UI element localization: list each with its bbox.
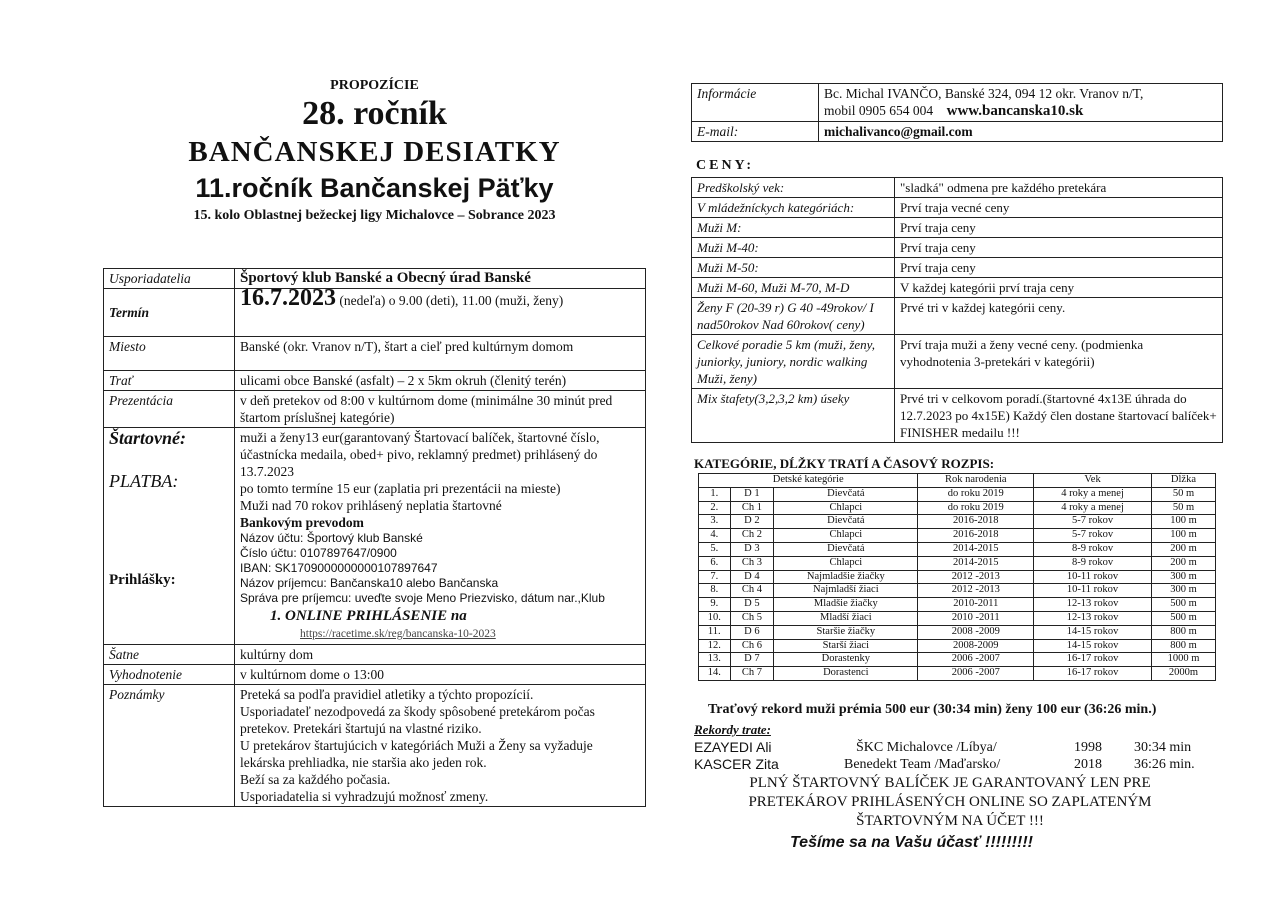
account-number: Číslo účtu: 0107897647/0900 bbox=[240, 546, 397, 560]
event-title: BANČANSKEJ DESIATKY bbox=[188, 136, 561, 168]
prize-row bbox=[692, 238, 1223, 258]
cat-birth-year: 2008-2009 bbox=[918, 639, 1034, 653]
cat-name: Dievčatá bbox=[774, 542, 918, 556]
note-item: Beží sa za každého počasia. bbox=[240, 772, 391, 787]
organizer-value: Športový klub Banské a Obecný úrad Banské bbox=[235, 269, 646, 289]
cat-index: 4. bbox=[699, 529, 731, 543]
note-item: U pretekárov štartujúcich v kategóriách Muži a Ženy sa vyžaduje lekárska prehliadka, nie staršia ako jeden rok. bbox=[240, 738, 593, 770]
cat-age: 14-15 rokov bbox=[1034, 639, 1152, 653]
info-label: Informácie bbox=[692, 84, 819, 122]
payment-text-1: po tomto termíne 15 eur (zaplatia pri prezentácii na mieste) bbox=[240, 481, 561, 496]
cat-code: Ch 6 bbox=[730, 639, 774, 653]
cat-header-length: Dĺžka bbox=[1151, 474, 1215, 488]
cat-name: Staršie žiačky bbox=[774, 625, 918, 639]
category-row bbox=[699, 570, 1216, 584]
track-label: Trať bbox=[104, 371, 235, 391]
registration-label: Prihlášky: bbox=[109, 572, 176, 588]
bank-transfer: Bankovým prevodom bbox=[240, 515, 364, 530]
record-row bbox=[694, 739, 1214, 756]
note-item: Usporiadatelia si vyhradzujú možnosť zmeny. bbox=[240, 789, 489, 804]
category-row bbox=[699, 611, 1216, 625]
payment-text-2: Muži nad 70 rokov prihlásený neplatia štartovné bbox=[240, 498, 502, 513]
record-name: KASCER Zita bbox=[694, 756, 779, 772]
record-name: EZAYEDI Ali bbox=[694, 739, 772, 755]
fee-text: muži a ženy13 eur(garantovaný Štartovací balíček, štartovné číslo, účastnícka medaila, obed+ pivo, reklamný predmet) prihlásený do 13.7.2023 bbox=[240, 430, 600, 479]
cat-code: D 1 bbox=[730, 487, 774, 501]
wardrobe-value: kultúrny dom bbox=[235, 645, 646, 665]
email-label: E-mail: bbox=[692, 122, 819, 142]
cat-index: 12. bbox=[699, 639, 731, 653]
category-row bbox=[699, 487, 1216, 501]
cat-code: D 2 bbox=[730, 515, 774, 529]
cat-age: 5-7 rokov bbox=[1034, 515, 1152, 529]
category-row bbox=[699, 515, 1216, 529]
prize-category: Muži M-50: bbox=[692, 258, 895, 278]
cat-birth-year: 2016-2018 bbox=[918, 529, 1034, 543]
info-website[interactable]: www.bancanska10.sk bbox=[946, 103, 1084, 119]
prize-category: Celkové poradie 5 km (muži, ženy, juniorky, juniory, nordic walking Muži, ženy) bbox=[692, 335, 895, 389]
record-row bbox=[694, 756, 1214, 773]
online-registration: 1. ONLINE PRIHLÁSENIE na bbox=[270, 608, 467, 624]
cat-birth-year: 2016-2018 bbox=[918, 515, 1034, 529]
term-label: Termín bbox=[104, 289, 235, 337]
track-value: ulicami obce Banské (asfalt) – 2 x 5km okruh (členitý terén) bbox=[235, 371, 646, 391]
cat-age: 12-13 rokov bbox=[1034, 598, 1152, 612]
cat-age: 16-17 rokov bbox=[1034, 653, 1152, 667]
cat-birth-year: 2014-2015 bbox=[918, 556, 1034, 570]
category-row bbox=[699, 556, 1216, 570]
record-year: 1998 bbox=[1074, 740, 1102, 755]
cat-index: 14. bbox=[699, 667, 731, 681]
prizes-table bbox=[691, 177, 1223, 443]
cat-age: 10-11 rokov bbox=[1034, 570, 1152, 584]
notes-list bbox=[235, 685, 646, 807]
cat-index: 11. bbox=[699, 625, 731, 639]
record-club: ŠKC Michalovce /Líbya/ bbox=[856, 740, 997, 755]
cat-name: Mladšie žiačky bbox=[774, 598, 918, 612]
cat-header-children: Detské kategórie bbox=[699, 474, 918, 488]
prize-row bbox=[692, 218, 1223, 238]
presentation-label: Prezentácia bbox=[104, 391, 235, 428]
payment-message: Správa pre príjemcu: uveďte svoje Meno Priezvisko, dátum nar.,Klub bbox=[240, 591, 605, 605]
cat-birth-year: do roku 2019 bbox=[918, 487, 1034, 501]
cat-length: 500 m bbox=[1151, 598, 1215, 612]
cat-birth-year: do roku 2019 bbox=[918, 501, 1034, 515]
cat-age: 4 roky a menej bbox=[1034, 501, 1152, 515]
notes-label: Poznámky bbox=[104, 685, 235, 807]
cat-index: 8. bbox=[699, 584, 731, 598]
cat-header-birth: Rok narodenia bbox=[918, 474, 1034, 488]
fee-payment-labels bbox=[104, 428, 235, 645]
category-row bbox=[699, 653, 1216, 667]
prize-category: Predškolský vek: bbox=[692, 178, 895, 198]
cat-length: 300 m bbox=[1151, 570, 1215, 584]
cat-header-age: Vek bbox=[1034, 474, 1152, 488]
info-contact-line bbox=[824, 102, 1217, 120]
category-row bbox=[699, 584, 1216, 598]
cat-birth-year: 2010 -2011 bbox=[918, 611, 1034, 625]
prize-row bbox=[692, 178, 1223, 198]
cat-length: 2000m bbox=[1151, 667, 1215, 681]
cat-length: 200 m bbox=[1151, 556, 1215, 570]
prize-value: Prví traja muži a ženy vecné ceny. (podmienka vyhodnotenia 3-pretekári v kategórii) bbox=[895, 335, 1223, 389]
cat-birth-year: 2014-2015 bbox=[918, 542, 1034, 556]
category-row bbox=[699, 598, 1216, 612]
cat-code: Ch 2 bbox=[730, 529, 774, 543]
cat-name: Najmladšie žiačky bbox=[774, 570, 918, 584]
awards-value: v kultúrnom dome o 13:00 bbox=[235, 665, 646, 685]
cat-age: 16-17 rokov bbox=[1034, 667, 1152, 681]
presentation-value: v deň pretekov od 8:00 v kultúrnom dome (minimálne 30 minút pred štartom príslušnej kategórie) bbox=[235, 391, 646, 428]
term-rest: (nedeľa) o 9.00 (deti), 11.00 (muži, ženy) bbox=[339, 293, 564, 308]
online-registration-link[interactable]: https://racetime.sk/reg/bancanska-10-2023 bbox=[300, 628, 496, 640]
prize-category: Mix štafety(3,2,3,2 km) úseky bbox=[692, 389, 895, 443]
cat-birth-year: 2012 -2013 bbox=[918, 584, 1034, 598]
cat-birth-year: 2006 -2007 bbox=[918, 653, 1034, 667]
cat-birth-year: 2006 -2007 bbox=[918, 667, 1034, 681]
cat-age: 12-13 rokov bbox=[1034, 611, 1152, 625]
prize-category: Ženy F (20-39 r) G 40 -49rokov/ I nad50rokov Nad 60rokov( ceny) bbox=[692, 298, 895, 335]
payment-label: PLATBA: bbox=[109, 471, 179, 491]
records-label: Rekordy trate: bbox=[694, 722, 771, 737]
note-item: Preteká sa podľa pravidiel atletiky a týchto propozícií. bbox=[240, 687, 534, 702]
cat-name: Chlapci bbox=[774, 556, 918, 570]
prize-row bbox=[692, 278, 1223, 298]
prize-category: V mládežníckych kategóriách: bbox=[692, 198, 895, 218]
cat-length: 50 m bbox=[1151, 501, 1215, 515]
cat-name: Chlapci bbox=[774, 529, 918, 543]
place-label: Miesto bbox=[104, 337, 235, 371]
cat-name: Chlapci bbox=[774, 501, 918, 515]
cat-length: 100 m bbox=[1151, 515, 1215, 529]
record-time: 36:26 min. bbox=[1134, 757, 1195, 772]
prize-value: Prví traja ceny bbox=[895, 218, 1223, 238]
prize-row bbox=[692, 298, 1223, 335]
record-year: 2018 bbox=[1074, 757, 1102, 772]
prize-row bbox=[692, 258, 1223, 278]
cat-code: D 3 bbox=[730, 542, 774, 556]
cat-length: 50 m bbox=[1151, 487, 1215, 501]
prize-category: Muži M-40: bbox=[692, 238, 895, 258]
cat-birth-year: 2012 -2013 bbox=[918, 570, 1034, 584]
cat-index: 1. bbox=[699, 487, 731, 501]
cat-index: 6. bbox=[699, 556, 731, 570]
prizes-title: CENY: bbox=[696, 158, 755, 173]
cat-index: 10. bbox=[699, 611, 731, 625]
prize-value: "sladká" odmena pre každého pretekára bbox=[895, 178, 1223, 198]
track-record: Traťový rekord muži prémia 500 eur (30:34 min) ženy 100 eur (36:26 min.) bbox=[708, 702, 1157, 717]
info-address: Bc. Michal IVANČO, Banské 324, 094 12 okr. Vranov n/T, bbox=[824, 86, 1144, 101]
prize-row bbox=[692, 198, 1223, 218]
prize-value: Prví traja vecné ceny bbox=[895, 198, 1223, 218]
contact-table bbox=[691, 83, 1223, 142]
prize-value: Prví traja ceny bbox=[895, 238, 1223, 258]
cat-code: Ch 1 bbox=[730, 501, 774, 515]
categories-table bbox=[698, 473, 1216, 681]
category-row bbox=[699, 501, 1216, 515]
term-date: 16.7.2023 bbox=[240, 285, 336, 311]
cat-age: 8-9 rokov bbox=[1034, 556, 1152, 570]
prize-row bbox=[692, 335, 1223, 389]
cat-code: D 7 bbox=[730, 653, 774, 667]
cat-code: D 6 bbox=[730, 625, 774, 639]
term-value bbox=[235, 285, 646, 337]
prize-value: Prvé tri v každej kategórii ceny. bbox=[895, 298, 1223, 335]
propozicie-label: PROPOZÍCIE bbox=[330, 78, 419, 93]
category-row bbox=[699, 667, 1216, 681]
organizer-label: Usporiadatelia bbox=[104, 269, 235, 289]
cat-length: 800 m bbox=[1151, 625, 1215, 639]
prize-value: V každej kategórii prví traja ceny bbox=[895, 278, 1223, 298]
categories-title: KATEGÓRIE, DĹŽKY TRATÍ A ČASOVÝ ROZPIS: bbox=[694, 456, 995, 471]
cat-index: 5. bbox=[699, 542, 731, 556]
records-list bbox=[694, 739, 1214, 773]
account-name: Názov účtu: Športový klub Banské bbox=[240, 531, 423, 545]
info-phone: mobil 0905 654 004 bbox=[824, 103, 934, 118]
cat-code: Ch 4 bbox=[730, 584, 774, 598]
category-row bbox=[699, 625, 1216, 639]
fee-payment-values bbox=[235, 428, 646, 645]
document-header bbox=[103, 78, 646, 226]
prize-category: Muži M: bbox=[692, 218, 895, 238]
record-club: Benedekt Team /Maďarsko/ bbox=[844, 757, 1001, 772]
cat-code: D 4 bbox=[730, 570, 774, 584]
cat-name: Starší žiaci bbox=[774, 639, 918, 653]
email-value[interactable]: michalivanco@gmail.com bbox=[819, 122, 1223, 142]
see-you-line: Tešíme sa na Vašu účasť !!!!!!!!! bbox=[790, 834, 1033, 851]
cat-length: 1000 m bbox=[1151, 653, 1215, 667]
cat-length: 500 m bbox=[1151, 611, 1215, 625]
cat-index: 2. bbox=[699, 501, 731, 515]
event-info-table bbox=[103, 268, 646, 807]
cat-code: D 5 bbox=[730, 598, 774, 612]
recipient: Názov príjemcu: Bančanska10 alebo Bančanska bbox=[240, 576, 499, 590]
cat-age: 14-15 rokov bbox=[1034, 625, 1152, 639]
cat-age: 5-7 rokov bbox=[1034, 529, 1152, 543]
category-row bbox=[699, 639, 1216, 653]
info-value bbox=[819, 84, 1223, 122]
wardrobe-label: Šatne bbox=[104, 645, 235, 665]
category-row bbox=[699, 542, 1216, 556]
cat-length: 100 m bbox=[1151, 529, 1215, 543]
cat-age: 10-11 rokov bbox=[1034, 584, 1152, 598]
sub-event-title: 11.ročník Bančanskej Päťky bbox=[195, 173, 554, 203]
cat-name: Najmladší žiaci bbox=[774, 584, 918, 598]
fee-label: Štartovné: bbox=[109, 428, 187, 448]
prize-category: Muži M-60, Muži M-70, M-D bbox=[692, 278, 895, 298]
cat-birth-year: 2010-2011 bbox=[918, 598, 1034, 612]
cat-code: Ch 7 bbox=[730, 667, 774, 681]
cat-code: Ch 3 bbox=[730, 556, 774, 570]
cat-index: 7. bbox=[699, 570, 731, 584]
cat-index: 13. bbox=[699, 653, 731, 667]
league-line: 15. kolo Oblastnej bežeckej ligy Michalovce – Sobrance 2023 bbox=[193, 208, 556, 223]
category-row bbox=[699, 529, 1216, 543]
cat-code: Ch 5 bbox=[730, 611, 774, 625]
cat-name: Mladší žiaci bbox=[774, 611, 918, 625]
edition-title: 28. ročník bbox=[302, 95, 447, 132]
cat-length: 200 m bbox=[1151, 542, 1215, 556]
prize-row bbox=[692, 389, 1223, 443]
cat-age: 4 roky a menej bbox=[1034, 487, 1152, 501]
guarantee-note: PLNÝ ŠTARTOVNÝ BALÍČEK JE GARANTOVANÝ LEN PRE PRETEKÁROV PRIHLÁSENÝCH ONLINE SO ZAPLATENÝM ŠTARTOVNÝM NA ÚČET !!! bbox=[748, 775, 1152, 829]
cat-name: Dorastenky bbox=[774, 653, 918, 667]
cat-length: 800 m bbox=[1151, 639, 1215, 653]
cat-age: 8-9 rokov bbox=[1034, 542, 1152, 556]
note-item: Usporiadateľ nezodpovedá za škody spôsobené pretekárom počas pretekov. Pretekári štartujú na vlastné riziko. bbox=[240, 704, 595, 736]
prize-value: Prví traja ceny bbox=[895, 258, 1223, 278]
cat-name: Dievčatá bbox=[774, 487, 918, 501]
cat-birth-year: 2008 -2009 bbox=[918, 625, 1034, 639]
cat-index: 9. bbox=[699, 598, 731, 612]
record-time: 30:34 min bbox=[1134, 740, 1192, 755]
iban: IBAN: SK1709000000000107897647 bbox=[240, 561, 438, 575]
cat-name: Dievčatá bbox=[774, 515, 918, 529]
cat-length: 300 m bbox=[1151, 584, 1215, 598]
cat-name: Dorastenci bbox=[774, 667, 918, 681]
prize-value: Prvé tri v celkovom poradí.(štartovné 4x13E úhrada do 12.7.2023 po 4x15E) Každý člen dostane štartovací balíček+ FINISHER medailu !!! bbox=[895, 389, 1223, 443]
place-value: Banské (okr. Vranov n/T), štart a cieľ pred kultúrnym domom bbox=[235, 337, 646, 371]
awards-label: Vyhodnotenie bbox=[104, 665, 235, 685]
cat-index: 3. bbox=[699, 515, 731, 529]
